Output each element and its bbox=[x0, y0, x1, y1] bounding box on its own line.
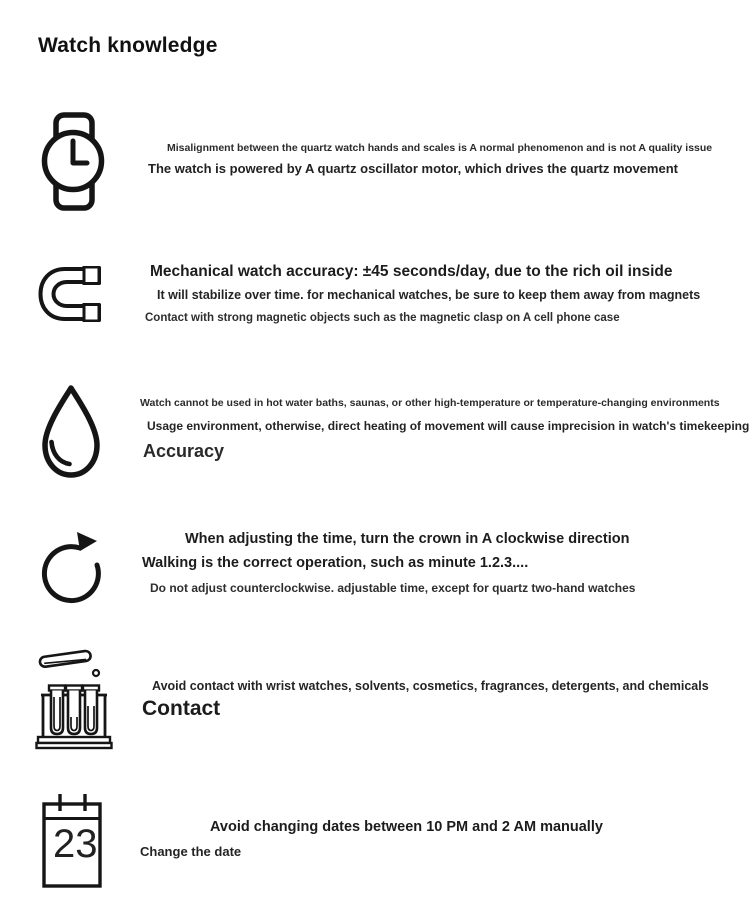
section-quartz-note: Misalignment between the quartz watch hands and scales is A normal phenomenon and is not A quality issue bbox=[167, 142, 713, 154]
section-temperature-headline: Accuracy bbox=[143, 441, 225, 461]
wrist-watch-icon bbox=[40, 111, 106, 212]
clockwise-arrow-icon bbox=[40, 524, 104, 614]
section-magnet-text: It will stabilize over time. for mechanical watches, be sure to keep them away from magnets bbox=[157, 288, 701, 302]
section-crown-text: Walking is the correct operation, such as minute 1.2.3.... bbox=[142, 555, 529, 571]
page-title: Watch knowledge bbox=[38, 34, 218, 57]
section-temperature-note: Watch cannot be used in hot water baths, saunas, or other high-temperature or temperature-changing environments bbox=[140, 397, 720, 409]
section-magnet-headline: Mechanical watch accuracy: ±45 seconds/day, due to the rich oil inside bbox=[150, 263, 673, 280]
section-chemicals-text: Avoid contact with wrist watches, solvents, cosmetics, fragrances, detergents, and chemicals bbox=[152, 679, 709, 693]
test-tubes-icon bbox=[35, 644, 113, 750]
section-magnet-note: Contact with strong magnetic objects such as the magnetic clasp on A cell phone case bbox=[145, 312, 620, 324]
section-date-text: Change the date bbox=[140, 844, 242, 859]
calendar-day-number: 23 bbox=[53, 822, 98, 866]
section-date-headline: Avoid changing dates between 10 PM and 2 AM manually bbox=[210, 819, 603, 835]
section-temperature-text: Usage environment, otherwise, direct heating of movement will cause imprecision in watch's timekeeping bbox=[147, 419, 750, 433]
water-drop-icon bbox=[38, 384, 104, 480]
section-chemicals-headline: Contact bbox=[142, 697, 221, 720]
section-crown-headline: When adjusting the time, turn the crown in A clockwise direction bbox=[185, 531, 630, 547]
magnet-icon bbox=[37, 266, 103, 322]
section-quartz-text: The watch is powered by A quartz oscillator motor, which drives the quartz movement bbox=[148, 161, 678, 176]
section-crown-note: Do not adjust counterclockwise. adjustable time, except for quartz two-hand watches bbox=[150, 581, 636, 595]
